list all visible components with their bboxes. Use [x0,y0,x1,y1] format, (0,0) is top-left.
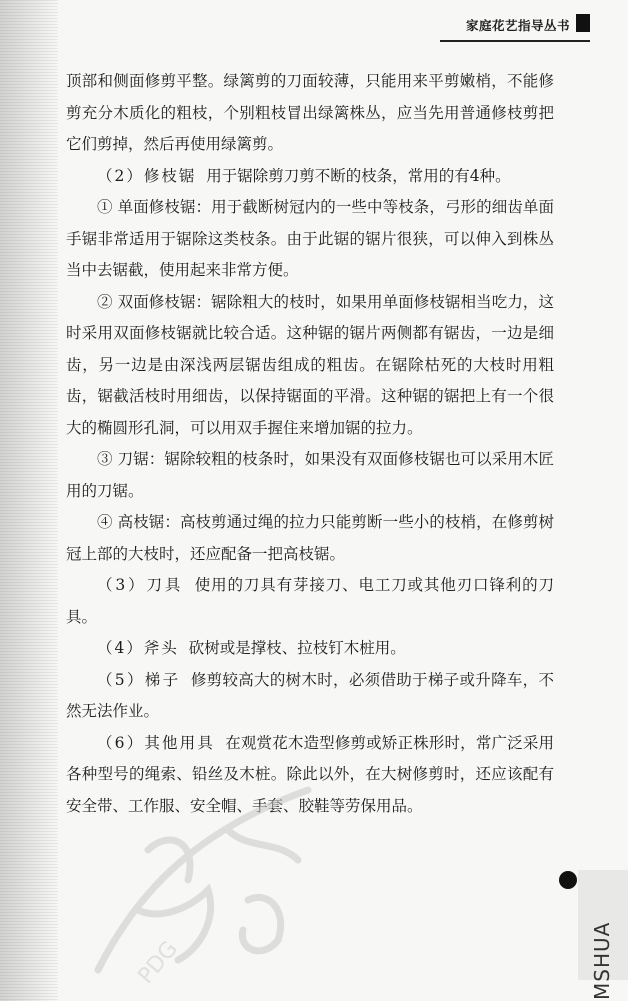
series-title: 家庭花艺指导丛书 [465,18,570,33]
term-other-tools: （6）其他用具 [97,733,216,752]
paragraph-single-saw: ① 单面修枝锯：用于截断树冠内的一些中等枝条，弓形的细齿单面手锯非常适用于锯除这类枝条。由于此锯的锯片很狭，可以伸入到株丛当中去锯截，使用起来非常方便。 [66,198,554,279]
paragraph-saw: （2）修枝锯 用于锯除剪刀剪不断的枝条，常用的有4种。 [97,166,511,185]
running-header [440,8,590,42]
term-ladder: （5）梯子 [97,670,181,689]
paragraph-high-saw: ④ 高枝锯：高枝剪通过绳的拉力只能剪断一些小的枝梢，在修剪树冠上部的大枝时，还应配备一把高枝锯。 [66,513,554,563]
paragraph-1: 顶部和侧面修剪平整。绿篱剪的刀面较薄，只能用来平剪嫩梢，不能修剪充分木质化的粗枝，个别粗枝冒出绿篱株丛，应当先用普通修枝剪把它们剪掉，然后再使用绿篱剪。 [66,72,554,153]
header-marker [576,14,590,32]
term-knife: （3）刀具 [97,576,184,594]
paragraph-knife: （3）刀具 使用的刀具有芽接刀、电工刀或其他刃口锋利的刀具。 [66,576,554,626]
paragraph-axe: （4）斧头 砍树或是撑枝、拉枝钉木桩用。 [97,639,406,657]
term-axe: （4）斧头 [97,639,179,657]
paragraph-other-tools: （6）其他用具 在观赏花木造型修剪或矫正株形时，常广泛采用各种型号的绳索、铅丝及木桩。除此以外，在大树修剪时，还应该配有安全带、工作服、安全帽、手套、胶鞋等劳保用品。 [66,733,554,815]
side-watermark: MSHUA [590,921,614,1000]
paragraph-ladder: （5）梯子 修剪较高大的树木时，必须借助于梯子或升降车，不然无法作业。 [66,670,554,720]
watermark-seal [78,770,328,1000]
paragraph-double-saw: ② 双面修枝锯：锯除粗大的枝时，如果用单面修枝锯相当吃力，这时采用双面修枝锯就比较合适。这种锯的锯片两侧都有锯齿，一边是细齿，另一边是由深浅两层锯齿组成的粗齿。在锯除枯死的大枝时用粗齿，锯截活枝时用细齿，以保持锯面的平滑。这种锯的锯把上有一个很大的椭圆形孔洞，可以用双手握住来增加锯的拉力。 [66,292,554,437]
watermark-text: PDG [133,936,183,989]
paragraph-knife-saw: ③ 刀锯：锯除较粗的枝条时，如果没有双面修枝锯也可以采用木匠用的刀锯。 [66,450,554,500]
scan-shadow [0,0,58,1001]
body-text [66,66,554,822]
term-saw: （2）修枝锯 [97,166,197,185]
